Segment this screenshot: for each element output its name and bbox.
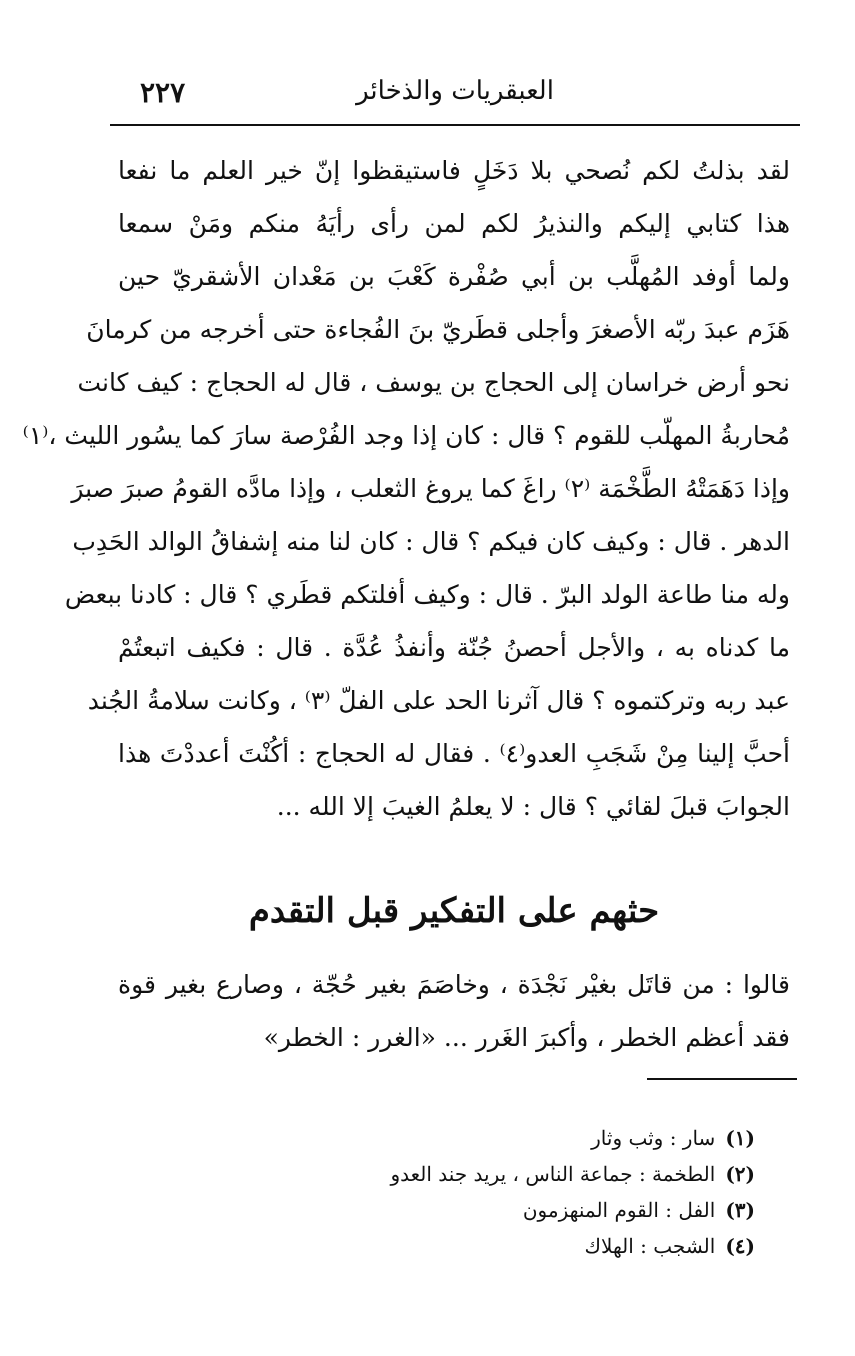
footnote-rule — [647, 1078, 797, 1080]
body-line: لقد بذلتُ لكم نُصحي بلا دَخَلٍ فاستيقظوا إنّ خير العلم ما نفعا — [118, 156, 790, 185]
footnote-number: (٤) — [725, 1234, 755, 1258]
body-line: عبد ربه وتركتموه ؟ قال آثرنا الحد على الفلّ ⁽٣⁾ ، وكانت سلامةُ الجُند — [87, 686, 790, 715]
body-line: ما كدناه به ، والأجل أحصنُ جُنّة وأنفذُ عُدَّة . قال : فكيف اتبعتُمْ — [118, 633, 790, 662]
footnote — [300, 1156, 755, 1192]
section-line: قالوا : من قاتَل بغيْر نَجْدَة ، وخاصَمَ بغير حُجّة ، وصارع بغير قوة — [118, 970, 790, 999]
page-header — [110, 70, 800, 122]
body-line: وإذا دَهَمَتْهُ الطَّخْمَة ⁽٢⁾ راغَ كما يروغ الثعلب ، وإذا مادَّه القومُ صبرَ صبرَ — [71, 474, 790, 503]
footnote-number: (١) — [725, 1126, 755, 1150]
body-line: هَزَم عبدَ ربّه الأصغرَ وأجلى قطَريّ بنَ الفُجاءة حتى أخرجه من كرمانَ — [86, 315, 790, 344]
footnotes — [300, 1120, 755, 1264]
body-line: أحبَّ إلينا مِنْ شَجَبِ العدو⁽٤⁾ . فقال له الحجاج : أكُنْتَ أعددْتَ هذا — [118, 739, 790, 768]
footnote — [300, 1192, 755, 1228]
body-line: هذا كتابي إليكم والنذيرُ لكم لمن رأى رأيَهُ منكم ومَنْ سمعا — [118, 209, 790, 238]
footnote-text: الفل : القوم المنهزمون — [522, 1198, 716, 1222]
running-title: العبقريات والذخائر — [356, 76, 554, 106]
body-line: الدهر . قال : وكيف كان فيكم ؟ قال : كان لنا منه إشفاقُ الوالد الحَدِب — [72, 527, 790, 556]
body-line: وله منا طاعة الولد البرّ . قال : وكيف أفلتكم قطَري ؟ قال : كادنا ببعض — [64, 580, 790, 609]
footnote-text: الشجب : الهلاك — [584, 1234, 716, 1258]
body-line: ولما أوفد المُهلَّب بن أبي صُفْرة كَعْبَ بن مَعْدان الأشقريّ حين — [118, 262, 790, 291]
body-line: الجوابَ قبلَ لقائي ؟ قال : لا يعلمُ الغيبَ إلا الله ... — [276, 792, 790, 821]
body-text — [22, 144, 790, 833]
footnote — [300, 1228, 755, 1264]
header-rule — [110, 124, 800, 126]
footnote-number: (٣) — [725, 1198, 755, 1222]
section-line: فقد أعظم الخطر ، وأكبرَ الغَرر ... «الغرر : الخطر» — [263, 1023, 790, 1052]
page-number: ٢٢٧ — [140, 76, 186, 109]
section-text — [118, 958, 790, 1064]
section-heading: حثهم على التفكير قبل التقدم — [248, 891, 660, 931]
body-line: نحو أرض خراسان إلى الحجاج بن يوسف ، قال له الحجاج : كيف كانت — [77, 368, 790, 397]
footnote-text: الطخمة : جماعة الناس ، يريد جند العدو — [390, 1162, 716, 1186]
footnote — [300, 1120, 755, 1156]
footnote-number: (٢) — [725, 1162, 755, 1186]
footnote-text: سار : وثب وثار — [591, 1126, 716, 1150]
body-line: مُحاربةُ المهلّب للقوم ؟ قال : كان إذا وجد الفُرْصة سارَ كما يسُور الليث ،⁽١⁾ — [22, 421, 790, 450]
